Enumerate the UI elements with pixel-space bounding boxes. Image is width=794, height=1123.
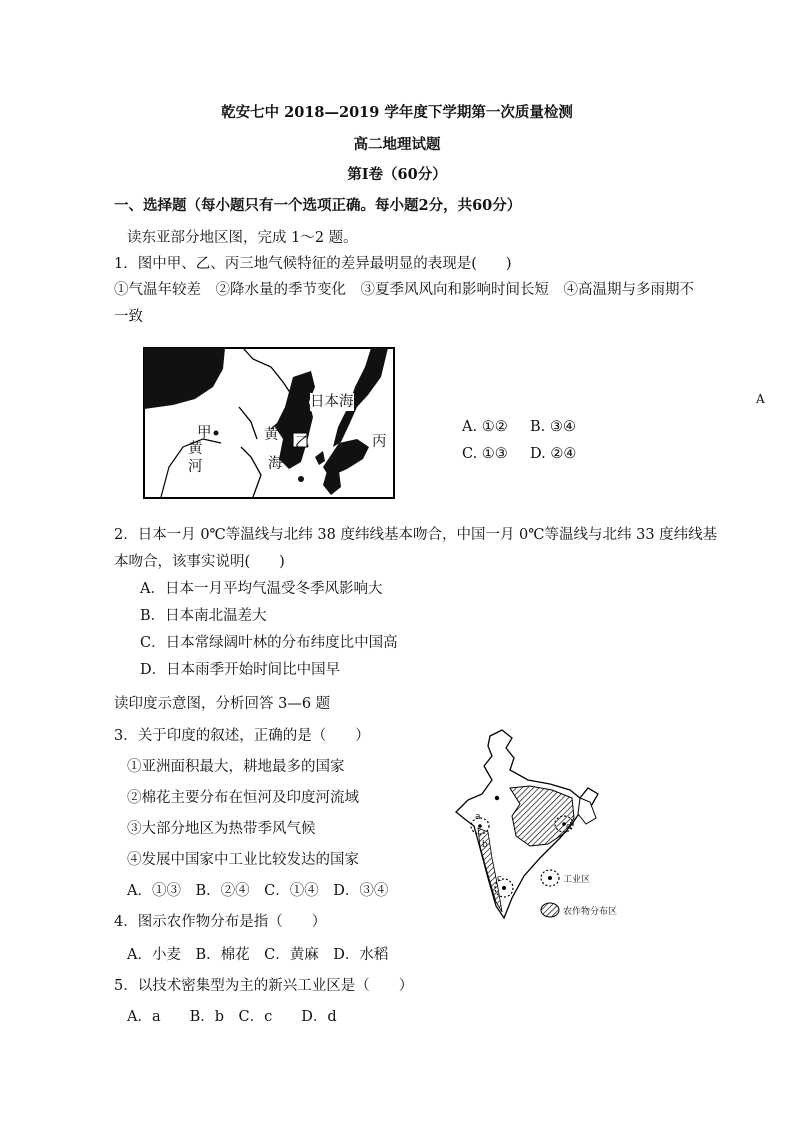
map-label-mongolia: 蒙古 (150, 373, 179, 389)
map-label-yellow-river-2: 河 (188, 459, 203, 475)
q3-item-1: ①亚洲面积最大，耕地最多的国家 (127, 759, 345, 775)
q4-options: A．小麦 B．棉花 C．黄麻 D．水稻 (127, 947, 389, 963)
q3-item-4: ④发展中国家中工业比较发达的国家 (127, 852, 359, 868)
q3-item-3: ③大部分地区为热带季风气候 (127, 821, 316, 837)
question-3-stem: 3．关于印度的叙述，正确的是（ ） (114, 728, 370, 744)
map-label-jia: 甲 (197, 425, 212, 441)
india-map (440, 728, 618, 926)
q1-option-c: C. ①③ (462, 446, 508, 462)
india-label-a: a (475, 812, 481, 822)
question-1-stem: 1．图中甲、乙、丙三地气候特征的差异最明显的表现是( ) (114, 256, 512, 272)
legend-crop: 农作物分布区 (563, 907, 618, 917)
legend-industry: 工业区 (563, 875, 591, 885)
question-2-stem: 2．日本一月 0℃等温线与北纬 38 度纬线基本吻合，中国一月 0℃等温线与北纬 33 度纬线基 (114, 527, 718, 543)
question-1-items-cont: 一致 (114, 309, 143, 325)
volume-label: 第Ⅰ卷（60分） (347, 166, 447, 183)
section-intro: 读东亚部分地区图，完成 1～2 题。 (127, 230, 358, 246)
q2-option-c: C．日本常绿阔叶林的分布纬度比中国高 (140, 635, 398, 651)
q2-option-a: A．日本一月平均气温受冬季风影响大 (140, 581, 383, 597)
q1-option-b: B. ③④ (530, 419, 576, 435)
map-label-huang-sea-top: 黄 (264, 427, 279, 443)
q2-option-b: B．日本南北温差大 (140, 608, 267, 624)
map-label-huang-sea-bottom: 海 (268, 456, 283, 472)
q3-item-2: ②棉花主要分布在恒河及印度河流域 (127, 790, 359, 806)
exam-title: 乾安七中 2018—2019 学年度下学期第一次质量检测 (221, 104, 573, 121)
question-5-stem: 5．以技术密集型为主的新兴工业区是（ ） (114, 978, 414, 994)
india-label-d: d (566, 822, 572, 832)
q2-option-d: D．日本雨季开始时间比中国早 (140, 662, 341, 678)
india-label-b: b (482, 840, 488, 850)
india-label-c: c (497, 874, 502, 884)
q1-option-a: A. ①② (462, 419, 508, 435)
map-label-yi: 乙 (295, 435, 310, 451)
q3-options: A．①③ B．②④ C．①④ D．③④ (127, 883, 389, 899)
q5-options: A．a B．b C．c D．d (127, 1009, 337, 1025)
section-2-intro: 读印度示意图，分析回答 3—6 题 (114, 696, 331, 712)
margin-mark: A (756, 392, 765, 406)
question-4-stem: 4．图示农作物分布是指（ ） (114, 914, 327, 930)
map-label-yellow-river-1: 黄 (188, 441, 203, 457)
exam-subtitle: 高二地理试题 (353, 136, 441, 153)
question-2-stem-cont: 本吻合，该事实说明( ) (114, 554, 285, 570)
section-heading: 一、选择题（每小题只有一个选项正确。每小题2分，共60分） (114, 197, 522, 214)
q1-option-d: D. ②④ (530, 446, 577, 462)
east-asia-map (143, 347, 395, 499)
map-label-bing: 丙 (372, 434, 387, 450)
question-1-items: ①气温年较差 ②降水量的季节变化 ③夏季风风向和影响时间长短 ④高温期与多雨期不 (114, 282, 694, 298)
map-label-sea-of-japan: 日本海 (310, 394, 354, 410)
